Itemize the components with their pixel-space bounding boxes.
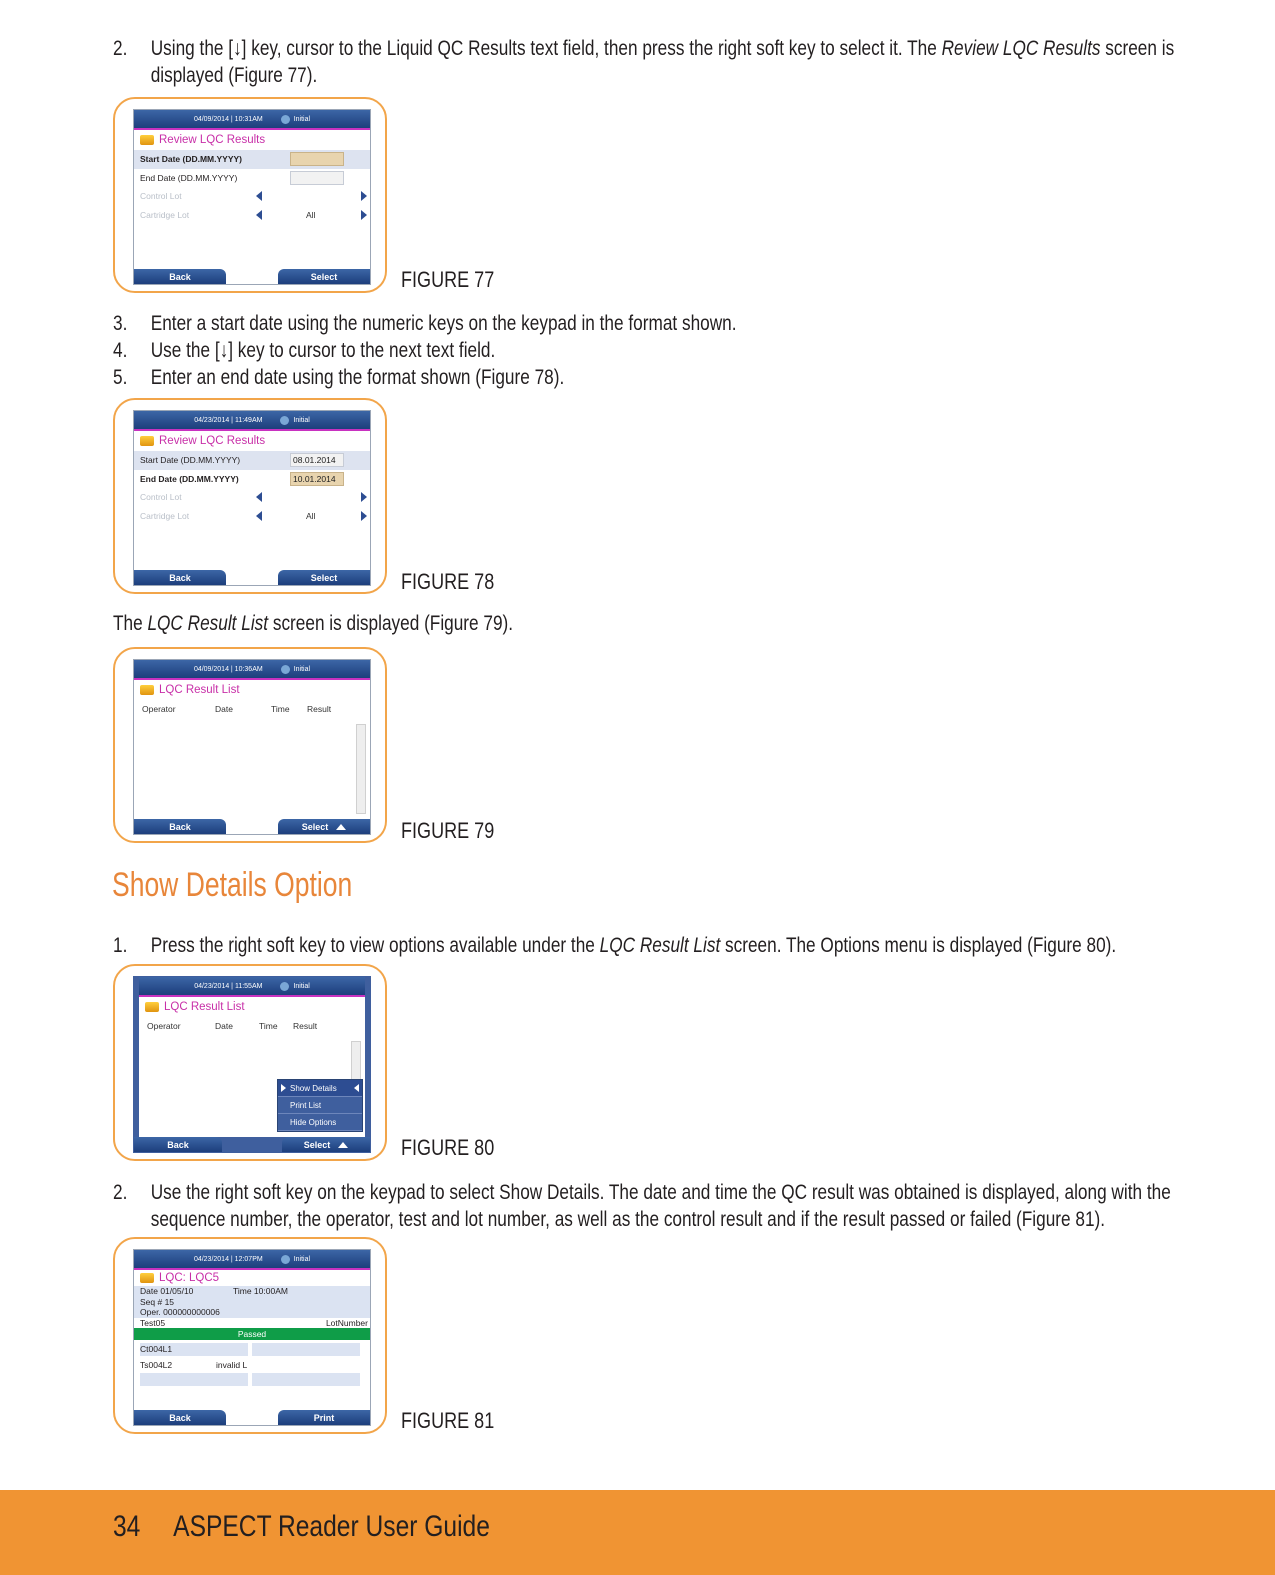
menu-item-show-details[interactable]: Show Details: [278, 1080, 362, 1097]
start-date-field[interactable]: [290, 152, 344, 166]
figure-81-label: FIGURE 81: [401, 1408, 495, 1433]
scrollbar[interactable]: [351, 1041, 361, 1083]
screen-title: Review LQC Results: [134, 130, 370, 150]
user-icon: [280, 416, 289, 425]
left-arrow-icon[interactable]: [256, 210, 262, 220]
select-button[interactable]: Select: [282, 1137, 370, 1152]
select-button[interactable]: Select: [278, 570, 370, 585]
figure-80-label: FIGURE 80: [401, 1135, 495, 1160]
status-badge: Passed: [134, 1328, 370, 1340]
section-heading: Show Details Option: [112, 866, 353, 904]
right-arrow-icon[interactable]: [361, 511, 367, 521]
figure-77-label: FIGURE 77: [401, 267, 495, 292]
status-bar: 04/23/2014 | 12:07PM Initial: [134, 1250, 370, 1270]
up-arrow-icon: [336, 824, 346, 830]
step-3: 3. Enter a start date using the numeric keys on the keypad in the format shown.: [113, 312, 737, 335]
back-button[interactable]: Back: [134, 269, 226, 284]
end-date-field[interactable]: 10.01.2014: [290, 472, 344, 486]
result-row: [134, 1372, 370, 1387]
control-lot-row[interactable]: Control Lot: [134, 187, 370, 206]
figure-77-device: [113, 97, 387, 293]
user-icon: [281, 665, 290, 674]
figure-81-device: [113, 1237, 387, 1434]
status-bar: 04/09/2014 | 10:31AM Initial: [134, 110, 370, 130]
key-icon: [140, 135, 154, 145]
result-row: Ts004L2 invalid L: [134, 1357, 370, 1372]
menu-item-print-list[interactable]: Print List: [278, 1097, 362, 1114]
right-arrow-icon[interactable]: [361, 210, 367, 220]
right-arrow-icon[interactable]: [361, 191, 367, 201]
step-4: 4. Use the [↓] key to cursor to the next text field.: [113, 339, 496, 362]
left-arrow-icon: [354, 1084, 359, 1092]
cartridge-lot-row[interactable]: Cartridge Lot All: [134, 507, 370, 526]
lqc-list-sentence: The LQC Result List screen is displayed (Figure 79).: [113, 612, 514, 635]
left-arrow-icon[interactable]: [256, 492, 262, 502]
key-icon: [140, 1273, 154, 1283]
oper-row: Oper. 000000000006: [134, 1307, 370, 1318]
user-icon: [280, 982, 289, 991]
page-footer: [0, 1490, 1275, 1575]
figure-79-label: FIGURE 79: [401, 818, 495, 843]
column-headers: Operator Date Time Result: [147, 1021, 318, 1031]
section-step-1: 1. Press the right soft key to view options available under the LQC Result List screen. The Options menu is displayed (Figure 80).: [113, 934, 1117, 957]
back-button[interactable]: Back: [134, 1137, 222, 1152]
start-date-field[interactable]: 08.01.2014: [290, 453, 344, 467]
page-number: 34: [113, 1510, 141, 1543]
back-button[interactable]: Back: [134, 819, 226, 834]
figure-78-label: FIGURE 78: [401, 569, 495, 594]
seq-row: Seq # 15: [134, 1297, 370, 1308]
end-date-row[interactable]: End Date (DD.MM.YYYY): [134, 169, 370, 188]
options-menu: [277, 1079, 363, 1132]
right-arrow-icon: [281, 1084, 286, 1092]
screen-title: LQC Result List: [134, 680, 370, 700]
up-arrow-icon: [338, 1142, 348, 1148]
scrollbar[interactable]: [356, 724, 366, 814]
figure-79-device: [113, 647, 387, 843]
step-5: 5. Enter an end date using the format shown (Figure 78).: [113, 366, 565, 389]
column-headers: Operator Date Time Result: [142, 704, 332, 714]
screen-title: Review LQC Results: [134, 431, 370, 451]
key-icon: [145, 1002, 159, 1012]
user-icon: [281, 1255, 290, 1264]
figure-78-device: [113, 398, 387, 594]
user-icon: [281, 115, 290, 124]
document-title: ASPECT Reader User Guide: [173, 1510, 490, 1543]
key-icon: [140, 436, 154, 446]
start-date-row[interactable]: Start Date (DD.MM.YYYY): [134, 150, 370, 169]
left-arrow-icon[interactable]: [256, 511, 262, 521]
select-button[interactable]: Select: [278, 819, 370, 834]
cartridge-lot-row[interactable]: Cartridge Lot All: [134, 206, 370, 225]
right-arrow-icon[interactable]: [361, 492, 367, 502]
left-arrow-icon[interactable]: [256, 191, 262, 201]
figure-80-device: [113, 964, 387, 1161]
end-date-row[interactable]: End Date (DD.MM.YYYY) 10.01.2014: [134, 470, 370, 489]
screen-title: LQC Result List: [139, 997, 365, 1017]
back-button[interactable]: Back: [134, 570, 226, 585]
screen-title: LQC: LQC5: [134, 1270, 370, 1286]
select-button[interactable]: Select: [278, 269, 370, 284]
end-date-field[interactable]: [290, 171, 344, 185]
back-button[interactable]: Back: [134, 1410, 226, 1425]
step-2-intro: 2. Using the [↓] key, cursor to the Liquid QC Results text field, then press the right soft key to select it. The Review LQC Results screen is displayed (Figure 77).: [113, 37, 1175, 87]
date-time-row: Date 01/05/10 Time 10:00AM: [134, 1286, 370, 1297]
start-date-row[interactable]: Start Date (DD.MM.YYYY) 08.01.2014: [134, 451, 370, 470]
key-icon: [140, 685, 154, 695]
status-bar: 04/23/2014 | 11:55AM Initial: [139, 977, 365, 997]
result-row: Ct004L1: [134, 1342, 370, 1357]
test-lot-row: Test05 LotNumber: [140, 1317, 368, 1328]
status-bar: 04/09/2014 | 10:36AM Initial: [134, 660, 370, 680]
status-bar: 04/23/2014 | 11:49AM Initial: [134, 411, 370, 431]
menu-item-hide-options[interactable]: Hide Options: [278, 1114, 362, 1131]
section-step-2: 2. Use the right soft key on the keypad to select Show Details. The date and time the QC result was obtained is displayed, along with the sequence number, the operator, test and lot number, as well as the control result and if the result passed or failed (Figure 81).: [113, 1181, 1171, 1231]
control-lot-row[interactable]: Control Lot: [134, 488, 370, 507]
print-button[interactable]: Print: [278, 1410, 370, 1425]
